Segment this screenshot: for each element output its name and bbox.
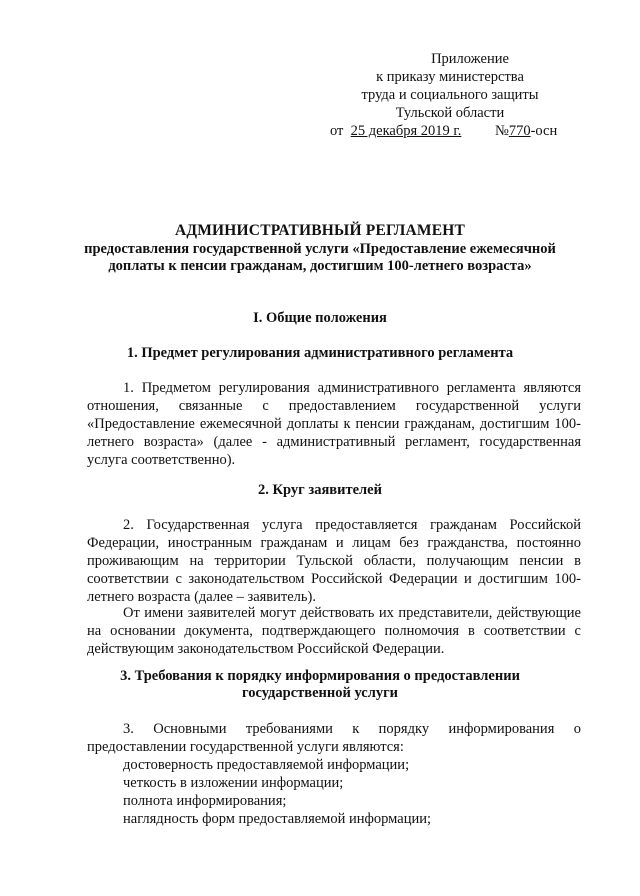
section-3-paragraph-line-1: 3. Основными требованиями к порядку информирования о [123, 721, 581, 737]
annex-order-ref: к приказу министерства [376, 69, 524, 85]
list-item: наглядность форм предоставляемой информации; [123, 811, 431, 827]
annex-date-number [330, 122, 570, 140]
order-number-prefix: № [495, 123, 509, 139]
section-2-heading: 2. Круг заявителей [258, 482, 382, 498]
order-date-prefix: от [330, 123, 344, 139]
document-subtitle [60, 241, 580, 275]
section-3-heading-line-2: государственной услуги [241, 685, 399, 701]
list-item: четкость в изложении информации; [123, 775, 344, 791]
subtitle-line-2: доплаты к пенсии гражданам, достигшим 100-летнего возраста» [108, 258, 532, 274]
section-3-heading [60, 668, 580, 702]
order-date: 25 декабря 2019 г. [350, 123, 462, 139]
subtitle-line-1: предоставления государственной услуги «Предоставление ежемесячной [84, 241, 556, 257]
annex-ministry: труда и социального защиты [361, 87, 539, 103]
order-number-suffix: -осн [530, 123, 558, 139]
section-3-heading-line-1: 3. Требования к порядку информирования о предоставлении [120, 668, 520, 684]
section-3-paragraph [87, 720, 581, 756]
section-1-heading: 1. Предмет регулирования административного регламента [126, 345, 514, 361]
part-heading: I. Общие положения [253, 310, 387, 326]
order-number: 770 [508, 123, 531, 139]
annex-region: Тульской области [395, 105, 505, 121]
list-item: достоверность предоставляемой информации; [123, 757, 410, 773]
section-1-paragraph: 1. Предметом регулирования административного регламента являются отношения, связанные с предоставлением государственной услуги «Предоставление ежемесячной доплаты к пенсии гражданам, достигшим 100-летнего возраста» (далее - административный регламент, государственная услуга соответственно). [87, 380, 581, 468]
document-title: АДМИНИСТРАТИВНЫЙ РЕГЛАМЕНТ [174, 222, 466, 239]
order-number-group [495, 122, 557, 140]
annex-block [330, 50, 570, 140]
section-3-paragraph-line-2: предоставлении государственной услуги являются: [87, 739, 404, 755]
order-date-group [330, 122, 461, 140]
annex-title: Приложение [431, 51, 509, 67]
list-item: полнота информирования; [123, 793, 287, 809]
section-2-paragraph-2: От имени заявителей могут действовать их представители, действующие на основании документа, подтверждающего полномочия в соответствии с действующим законодательством Российской Федерации. [87, 605, 581, 657]
section-2-paragraph-1: 2. Государственная услуга предоставляется гражданам Российской Федерации, иностранным гражданам и лицам без гражданства, постоянно проживающим на территории Тульской области, получающим пенсии в соответствии с законодательством Российской Федерации и достигшим 100-летнего возраста (далее – заявитель). [87, 517, 581, 605]
